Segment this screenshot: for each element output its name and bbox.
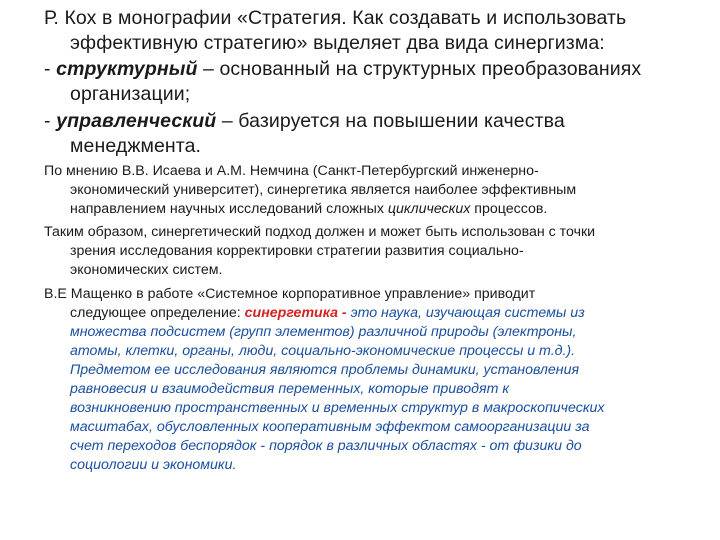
synergetics-term: синергетика - <box>244 305 351 321</box>
managerial-line-2: менеджмента. <box>70 135 202 157</box>
definition-line-4: атомы, клетки, органы, люди, социально-экономические процессы и т.д.). <box>70 343 576 359</box>
definition-line-7: возникновению пространственных и временных структур в макроскопических <box>70 400 605 416</box>
isaev-line-1: По мнению В.В. Исаева и А.М. Немчина (Санкт-Петербургский инженерно- <box>44 163 539 179</box>
paragraph-mashchenko <box>44 285 694 475</box>
managerial-bullet: - <box>44 110 57 132</box>
isaev-line-3-text: направлением научных исследований сложных <box>70 201 388 217</box>
isaev-line-2: экономический университет), синергетика является наиболее эффективным <box>70 182 577 198</box>
structural-line-2: организации; <box>70 83 191 105</box>
cyclic-term: циклических <box>387 201 471 217</box>
paragraph-structural <box>44 57 694 107</box>
isaev-line-3 <box>44 200 694 219</box>
managerial-line-1 <box>44 109 694 134</box>
definition-line-9: счет переходов беспорядок - порядок в различных областях - от физики до <box>70 438 582 454</box>
conclusion-line-1: Таким образом, синергетический подход должен и может быть использован с точки <box>44 224 596 240</box>
structural-bullet: - <box>44 58 57 80</box>
definition-line-10: социологии и экономики. <box>70 457 237 473</box>
structural-line-1 <box>44 57 694 82</box>
mashchenko-line-1: В.Е Мащенко в работе «Системное корпоративное управление» приводит <box>44 286 536 302</box>
managerial-definition: – базируется на повышении качества <box>216 110 565 132</box>
definition-line-6: равновесия и взаимодействия переменных, которые приводят к <box>70 381 510 397</box>
definition-line-8: масштабах, обусловленных кооперативным эффектом самоорганизации за <box>70 419 590 435</box>
definition-line-3: множества подсистем (групп элементов) различной природы (электроны, <box>70 324 577 340</box>
structural-definition: – основанный на структурных преобразованиях <box>197 58 642 80</box>
structural-term: структурный <box>56 58 198 80</box>
koch-line-1: Р. Кох в монографии «Стратегия. Как создавать и использовать <box>44 7 627 29</box>
paragraph-isaev <box>44 162 694 219</box>
definition-line-5: Предметом ее исследования являются проблемы динамики, установления <box>70 362 580 378</box>
paragraph-conclusion <box>44 223 694 280</box>
isaev-line-3-end: процессов. <box>470 201 548 217</box>
managerial-term: управленческий <box>56 110 217 132</box>
paragraph-managerial <box>44 109 694 159</box>
mashchenko-line-2-text: следующее определение: <box>70 305 245 321</box>
koch-line-2: эффективную стратегию» выделяет два вида синергизма: <box>70 32 605 54</box>
paragraph-koch <box>44 6 694 56</box>
mashchenko-line-2 <box>44 304 694 323</box>
conclusion-line-3: экономических систем. <box>70 262 223 278</box>
conclusion-line-2: зрения исследования корректировки стратегии развития социально- <box>70 243 524 259</box>
definition-start: это наука, изучающая системы из <box>350 305 585 321</box>
